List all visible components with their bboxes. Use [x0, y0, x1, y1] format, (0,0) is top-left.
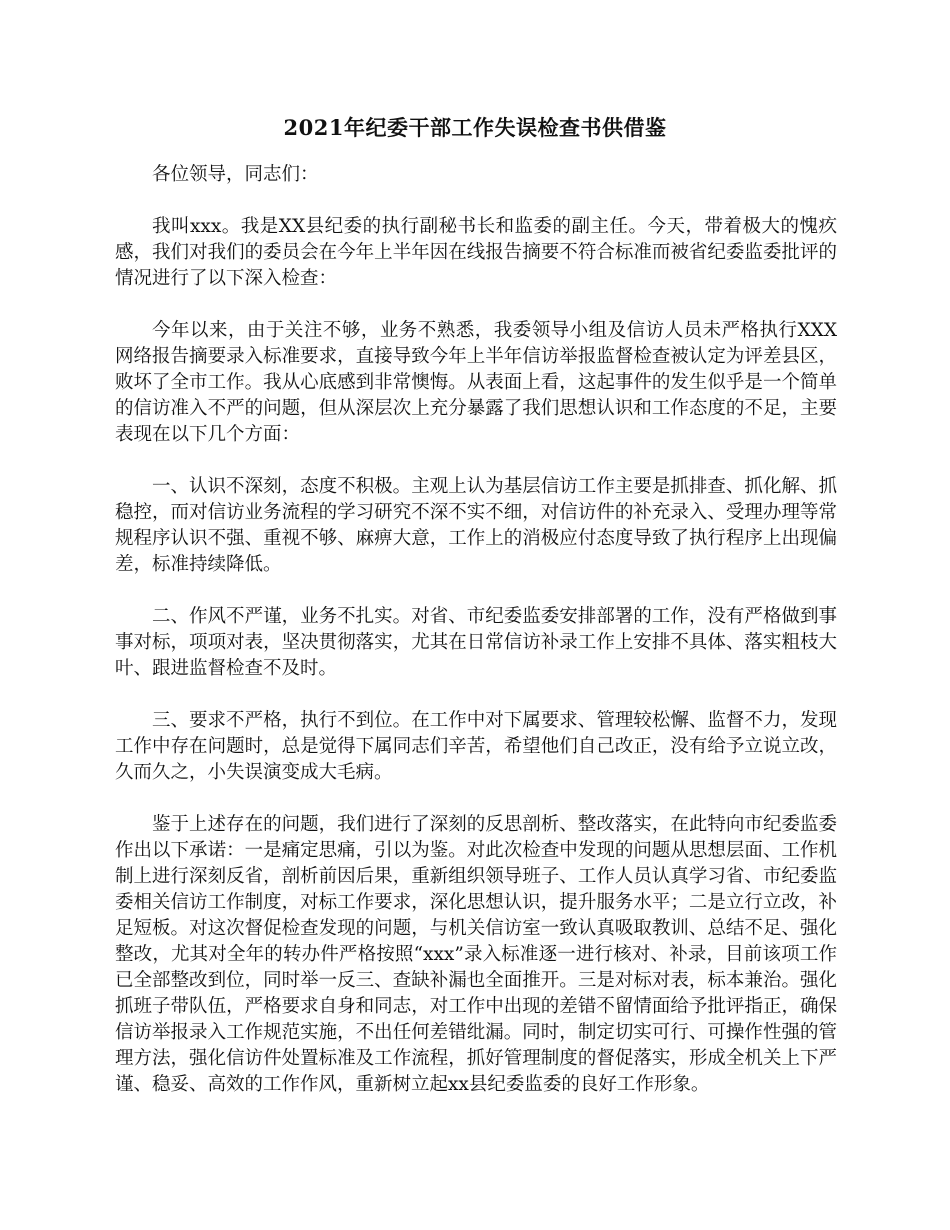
- salutation: 各位领导，同志们：: [152, 164, 319, 185]
- paragraph-point-one: 一、认识不深刻，态度不积极。主观上认为基层信访工作主要是抓排查、抓化解、抓稳控，而对信访业务流程的学习研究不深不实不细，对信访件的补充录入、受理办理等常规程序认识不强、重视不够、麻痹大意，工作上的消极应付态度导致了执行程序上出现偏差，标准持续降低。: [115, 476, 837, 575]
- paragraph-intro: 我叫xxx。我是XX县纪委的执行副秘书长和监委的副主任。今天，带着极大的愧疚感，我们对我们的委员会在今年上半年因在线报告摘要不符合标准而被省纪委监委批评的情况进行了以下深入检查：: [115, 216, 837, 289]
- paragraph-background: 今年以来，由于关注不够，业务不熟悉，我委领导小组及信访人员未严格执行XXX网络报告摘要录入标准要求，直接导致今年上半年信访举报监督检查被认定为评差县区，败坏了全市工作。我从心底感到非常懊悔。从表面上看，这起事件的发生似乎是一个简单的信访准入不严的问题，但从深层次上充分暴露了我们思想认识和工作态度的不足，主要表现在以下几个方面：: [115, 320, 837, 445]
- document-body: [115, 162, 837, 1124]
- paragraph-point-two: 二、作风不严谨，业务不扎实。对省、市纪委监委安排部署的工作，没有严格做到事事对标，项项对表，坚决贯彻落实，尤其在日常信访补录工作上安排不具体、落实粗枝大叶、跟进监督检查不及时。: [115, 606, 837, 679]
- paragraph-commitments: 鉴于上述存在的问题，我们进行了深刻的反思剖析、整改落实，在此特向市纪委监委作出以下承诺：一是痛定思痛，引以为鉴。对此次检查中发现的问题从思想层面、工作机制上进行深刻反省，剖析前因后果，重新组织领导班子、工作人员认真学习省、市纪委监委相关信访工作制度，对标工作要求，深化思想认识，提升服务水平；二是立行立改，补足短板。对这次督促检查发现的问题，与机关信访室一致认真吸取教训、总结不足、强化整改，尤其对全年的转办件严格按照“xxx”录入标准逐一进行核对、补录，目前该项工作已全部整改到位，同时举一反三、查缺补漏也全面推开。三是对标对表，标本兼治。强化抓班子带队伍，严格要求自身和同志，对工作中出现的差错不留情面给予批评指正，确保信访举报录入工作规范实施，不出任何差错纰漏。同时，制定切实可行、可操作性强的管理方法，强化信访件处置标准及工作流程，抓好管理制度的督促落实，形成全机关上下严谨、稳妥、高效的工作作风，重新树立起xx县纪委监委的良好工作形象。: [115, 814, 837, 1095]
- document-title: 2021年纪委干部工作失误检查书供借鉴: [283, 115, 667, 140]
- paragraph-point-three: 三、要求不严格，执行不到位。在工作中对下属要求、管理较松懈、监督不力，发现工作中存在问题时，总是觉得下属同志们辛苦，希望他们自己改正，没有给予立说立改，久而久之，小失误演变成大毛病。: [115, 710, 837, 783]
